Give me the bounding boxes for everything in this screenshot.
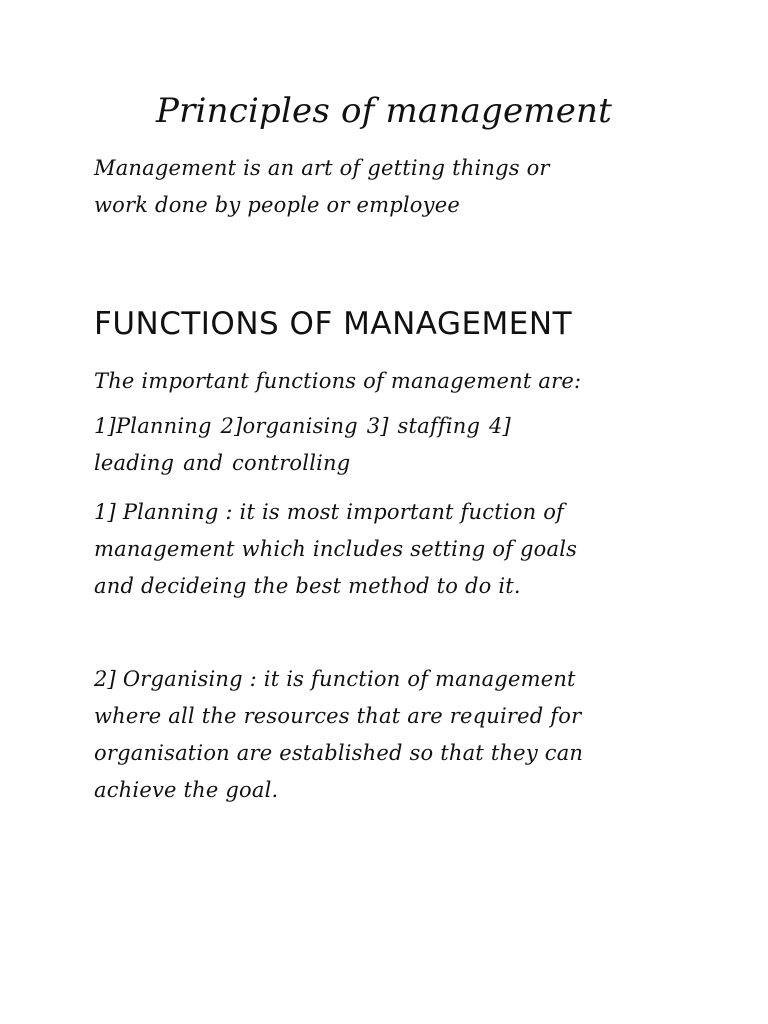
organising-line: 2] Organising : it is function of management [94,667,576,691]
intro-line: Management is an art of getting things or [94,156,550,180]
functions-intro: The important functions of management are: [94,369,582,393]
section-heading: FUNCTIONS OF MANAGEMENT [94,306,573,342]
page-title: Principles of management [156,91,612,131]
planning-line: and decideing the best method to do it. [94,574,521,598]
intro-paragraph [94,150,674,224]
intro-line: work done by people or employee [94,193,460,217]
organising-line: achieve the goal. [94,778,279,802]
organising-paragraph [94,661,674,809]
organising-line: organisation are established so that they can [94,741,584,765]
functions-list [94,408,674,482]
functions-list-line: leading and controlling [94,451,351,475]
planning-paragraph [94,494,674,605]
planning-line: 1] Planning : it is most important fuction of [94,500,565,524]
planning-line: management which includes setting of goals [94,537,578,561]
functions-list-line: 1]Planning 2]organising 3] staffing 4] [94,414,511,438]
organising-line: where all the resources that are required for [94,704,582,728]
